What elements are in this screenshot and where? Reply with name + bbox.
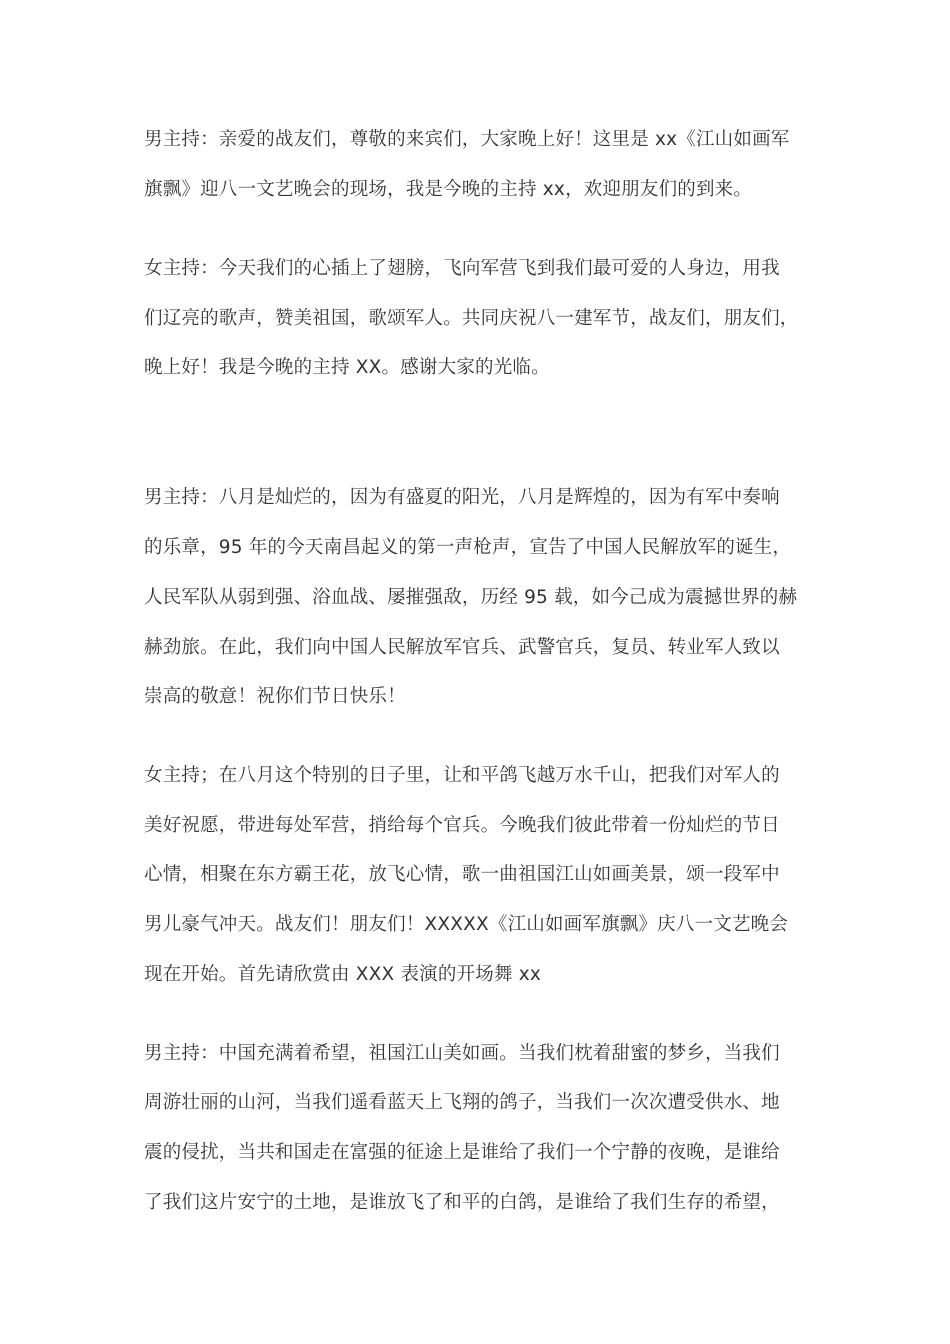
paragraph-4-line-1: 女主持；在八月这个特别的日子里，让和平鸽飞越万水千山，把我们对军人的 xyxy=(144,765,780,786)
paragraph-1-line-1: 男主持：亲爱的战友们，尊敬的来宾们，大家晚上好！这里是 xx《江山如画军 xyxy=(144,129,790,150)
paragraph-3-line-4: 赫劲旅。在此，我们向中国人民解放军官兵、武警官兵，复员、转业军人致以 xyxy=(144,637,780,658)
paragraph-4-line-5: 现在开始。首先请欣赏由 XXX 表演的开场舞 xx xyxy=(144,964,542,985)
paragraph-3-line-3: 人民军队从弱到强、浴血战、屡摧强敌，历经 95 载，如今己成为震撼世界的赫 xyxy=(144,587,798,608)
paragraph-1-line-2: 旗飘》迎八一文艺晚会的现场，我是今晚的主持 xx，欢迎朋友们的到来。 xyxy=(144,179,753,200)
paragraph-2-line-2: 们辽亮的歌声，赞美祖国，歌颂军人。共同庆祝八一建军节，战友们，朋友们， xyxy=(144,308,799,329)
paragraph-2-line-3: 晚上好！我是今晚的主持 XX。感谢大家的光临。 xyxy=(144,357,550,378)
paragraph-3-line-2: 的乐章，95 年的今天南昌起义的第一声枪声，宣告了中国人民解放军的诞生， xyxy=(144,537,792,558)
paragraph-3-line-1: 男主持：八月是灿烂的，因为有盛夏的阳光，八月是辉煌的，因为有军中奏响 xyxy=(144,487,780,508)
paragraph-4-line-3: 心情，相聚在东方霸王花，放飞心情，歌一曲祖国江山如画美景，颂一段军中 xyxy=(144,864,780,885)
paragraph-5-line-2: 周游壮丽的山河，当我们遥看蓝天上飞翔的鸽子，当我们一次次遭受供水、地 xyxy=(144,1092,780,1113)
paragraph-5-line-3: 震的侵扰，当共和国走在富强的征途上是谁给了我们一个宁静的夜晚，是谁给 xyxy=(144,1142,780,1163)
paragraph-4-line-2: 美好祝愿，带进每处军营，捎给每个官兵。今晚我们彼此带着一份灿烂的节日 xyxy=(144,815,780,836)
paragraph-2-line-1: 女主持：今天我们的心插上了翅膀，飞向军营飞到我们最可爱的人身边，用我 xyxy=(144,258,780,279)
paragraph-5-line-4: 了我们这片安宁的土地，是谁放飞了和平的白鸽，是谁给了我们生存的希望， xyxy=(144,1192,780,1213)
paragraph-3-line-5: 崇高的敬意！祝你们节日快乐！ xyxy=(144,686,406,707)
paragraph-4-line-4: 男儿豪气冲天。战友们！朋友们！XXXXX《江山如画军旗飘》庆八一文艺晚会 xyxy=(144,914,789,935)
paragraph-5-line-1: 男主持：中国充满着希望，祖国江山美如画。当我们枕着甜蜜的梦乡，当我们 xyxy=(144,1043,780,1064)
